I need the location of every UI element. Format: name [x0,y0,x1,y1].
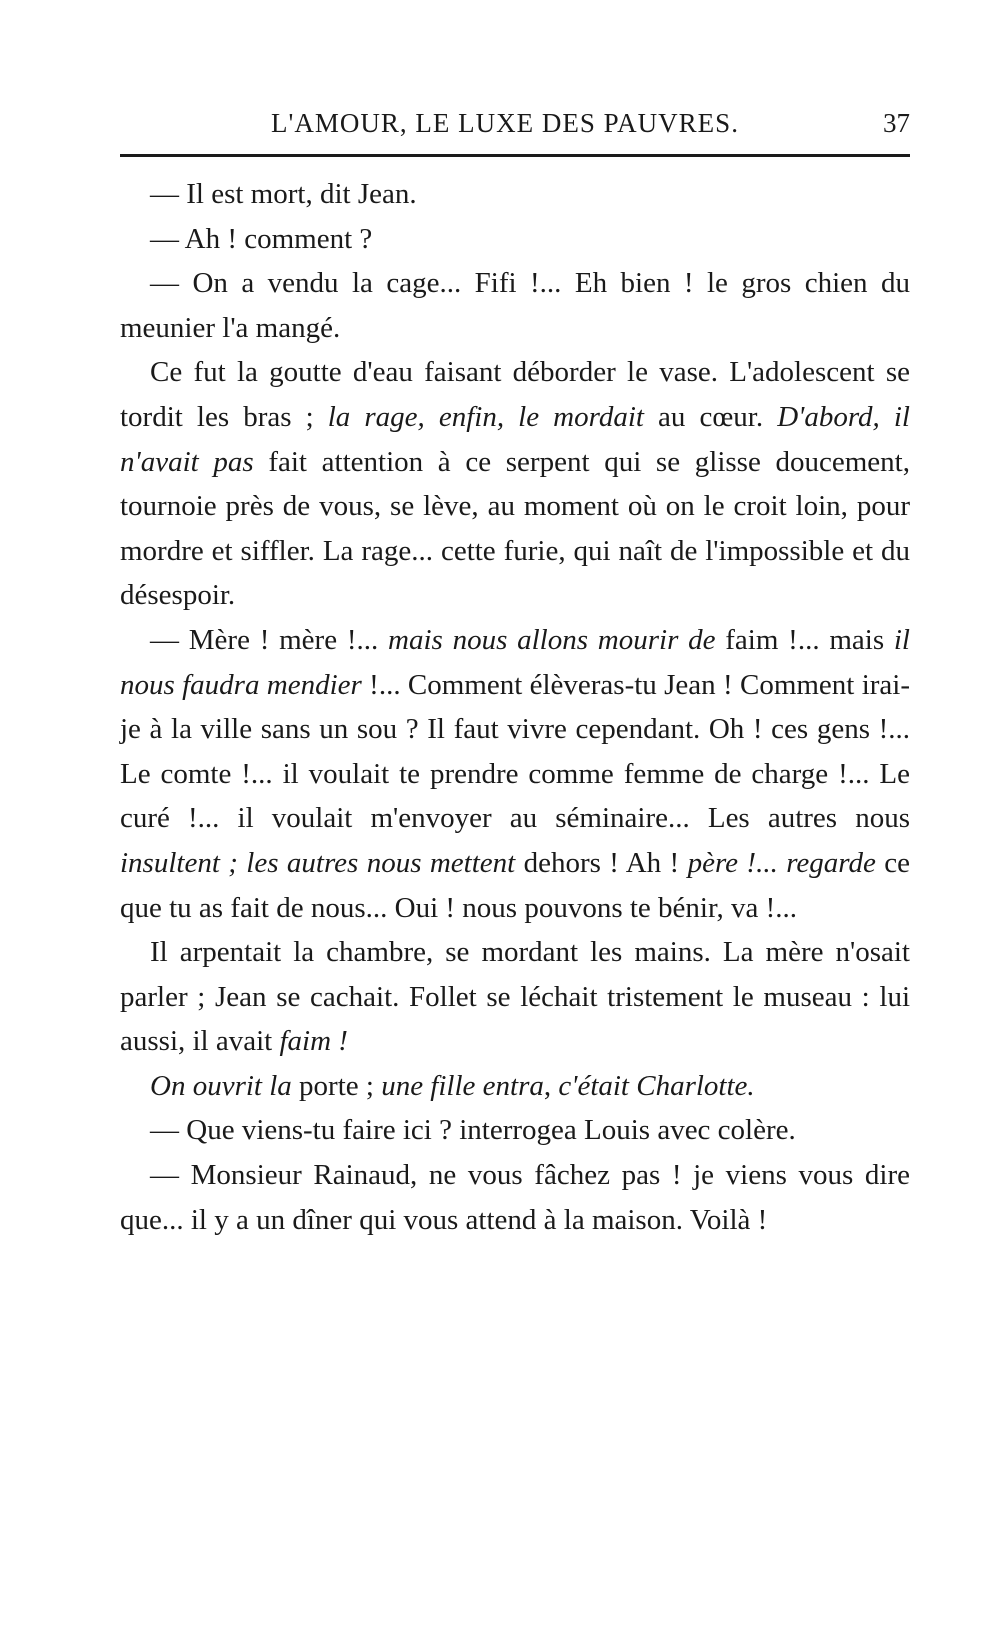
italic-run: la rage, enfin, le mordait [327,400,644,433]
paragraph [120,618,910,930]
page-number: 37 [883,108,910,138]
text-run: ce que tu as fait de nous... Oui ! nous pouvons te bénir, va !... [120,846,910,924]
text-run: faim !... mais [715,623,894,656]
italic-run: faim ! [279,1025,348,1058]
italic-run: une fille entra [381,1069,544,1102]
text-run: — On a vendu la cage... Fifi !... Eh bien ! le gros chien du meunier l'a mangé. [120,267,910,344]
paragraph [120,261,910,350]
header-rule [120,154,910,157]
text-run: dehors ! Ah ! [515,846,688,879]
text-run: fait attention à ce serpent qui se glisse doucement, tournoie près de vous, se lève, au moment où on le croit loin, pour mordre et siffler. La rage... cette furie, qui naît de l'impossible et du désespoir. [120,445,910,612]
body-text [120,172,910,1242]
running-head [120,108,910,144]
running-title: L'AMOUR, LE LUXE DES PAUVRES. [271,108,739,138]
italic-run: D'abord, il n'avait pas [120,400,910,478]
text-run: Il arpentait la chambre, se mordant les mains. La mère n'osait parler ; Jean se cachait. Follet se léchait tristement le museau : lui aussi, il avait [120,936,910,1058]
text-run: porte ; [291,1069,382,1102]
text-run: , [543,1069,559,1102]
text-run: — Monsieur Rainaud, ne vous fâchez pas ! je viens vous dire que... il y a un dîner qui vous attend à la maison. Voilà ! [120,1159,910,1236]
paragraph [120,350,910,618]
italic-run: On ouvrit la [150,1069,292,1102]
italic-run: c'était Charlotte. [558,1069,755,1102]
italic-run: mais nous allons mourir de [388,623,716,656]
text-run: — Il est mort, dit Jean. [150,178,417,210]
text-run: — Que viens-tu faire ici ? interrogea Louis avec colère. [150,1114,796,1147]
paragraph [120,217,910,262]
italic-run: père !... regarde [687,846,876,879]
paragraph [120,1064,910,1109]
paragraph [120,930,910,1064]
paragraph [120,1153,910,1242]
text-run: au cœur. [643,400,778,433]
italic-run: il nous faudra mendier [120,623,910,701]
text-run: — Ah ! comment ? [150,222,373,255]
text-run: !... Comment élèveras-tu Jean ! Comment irai-je à la ville sans un sou ? Il faut vivre cependant. Oh ! ces gens !... Le comte !... il voulait te prendre comme femme de charge !... Le curé !... il voulait m'envoyer au séminaire... Les autres nous [120,668,910,835]
paragraph [120,1108,910,1153]
text-run: — Mère ! mère !... [150,623,389,656]
paragraph [120,172,910,217]
italic-run: insultent ; les autres nous mettent [120,846,516,879]
text-run: Ce fut la goutte d'eau faisant déborder le vase. L'adolescent se tordit les bras ; [120,356,910,433]
